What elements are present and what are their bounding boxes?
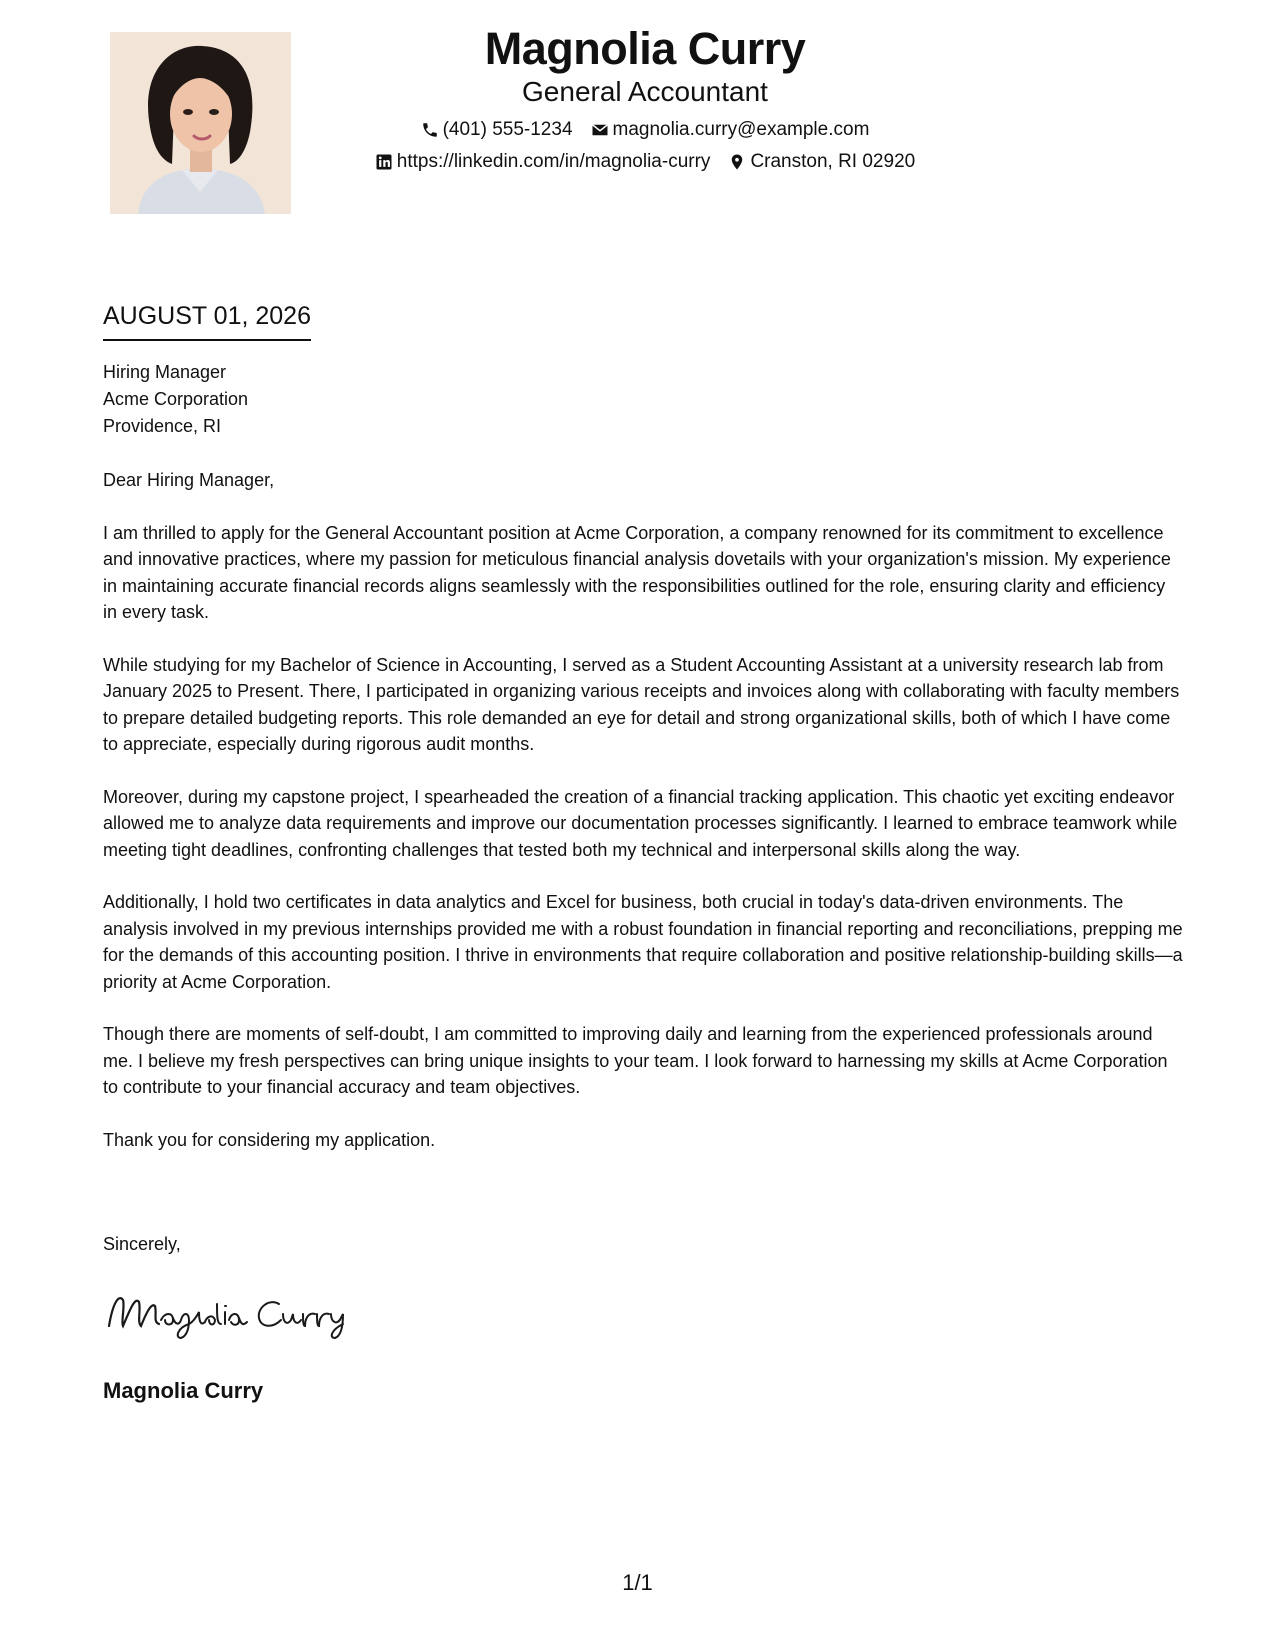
recipient-line: Hiring Manager xyxy=(103,362,227,382)
portrait-illustration xyxy=(110,32,291,214)
body-paragraph: Thank you for considering my application. xyxy=(103,1129,436,1150)
contact-phone xyxy=(421,118,573,142)
envelope-icon xyxy=(591,121,609,139)
body-paragraph: I am thrilled to apply for the General Accountant position at Acme Corporation, a company renowned for its commitment to excellence and innovative practices, where my passion for meticulous financial analysis dovetails with your organization's mission. My experience in maintaining accurate financial records aligns seamlessly with the responsibilities outlined for the role, ensuring clarity and efficiency in every task. xyxy=(103,522,1171,622)
letter-body xyxy=(103,467,1183,1179)
linkedin-icon xyxy=(375,153,393,171)
candidate-name: Magnolia Curry xyxy=(484,23,806,74)
body-paragraph: While studying for my Bachelor of Science in Accounting, I served as a Student Accounting Assistant at a university research lab from January 2025 to Present. There, I participated in organizing various receipts and invoices along with collaborating with faculty members to prepare detailed budgeting reports. This role demanded an eye for detail and strong organizational skills, both of which I have come to appreciate, especially during rigorous audit months. xyxy=(103,654,1180,754)
contact-email[interactable] xyxy=(591,118,870,142)
closing: Sincerely, xyxy=(103,1234,181,1254)
page-number: 1/1 xyxy=(622,1570,653,1595)
recipient-block xyxy=(103,359,248,440)
phone-icon xyxy=(421,121,439,139)
body-paragraph: Additionally, I hold two certificates in data analytics and Excel for business, both crucial in today's data-driven environments. The analysis involved in my previous internships provided me with a robust foundation in financial reporting and reconciliations, prepping me for the demands of this accounting position. I thrive in environments that require collaboration and positive relationship-building skills—a priority at Acme Corporation. xyxy=(103,892,1183,992)
handwritten-signature xyxy=(103,1282,373,1342)
body-paragraph: Moreover, during my capstone project, I spearheaded the creation of a financial tracking application. This chaotic yet exciting endeavor allowed me to analyze data requirements and improve our documentation processes significantly. I learned to embrace teamwork while meeting tight deadlines, confronting challenges that tested both my technical and interpersonal skills along the way. xyxy=(103,786,1178,860)
phone-number: (401) 555-1234 xyxy=(442,119,573,140)
linkedin-url[interactable]: https://linkedin.com/in/magnolia-curry xyxy=(396,151,711,172)
contact-row-secondary xyxy=(290,150,1000,174)
location-text: Cranston, RI 02920 xyxy=(750,151,916,172)
contact-location xyxy=(728,150,915,174)
email-address[interactable]: magnolia.curry@example.com xyxy=(612,119,870,140)
recipient-line: Acme Corporation xyxy=(103,389,249,409)
profile-photo xyxy=(110,32,291,214)
body-paragraph: Though there are moments of self-doubt, I am committed to improving daily and learning from the experienced professionals around me. I believe my fresh perspectives can bring unique insights to your team. I look forward to harnessing my skills at Acme Corporation to contribute to your financial accuracy and team objectives. xyxy=(103,1024,1168,1097)
contact-row-primary xyxy=(290,118,1000,142)
map-pin-icon xyxy=(728,153,746,171)
salutation: Dear Hiring Manager, xyxy=(103,470,275,490)
signature-drawing xyxy=(103,1282,373,1342)
resume-header xyxy=(290,22,1000,174)
contact-linkedin[interactable] xyxy=(375,150,711,174)
recipient-line: Providence, RI xyxy=(103,416,222,436)
letter-date: AUGUST 01, 2026 xyxy=(103,301,311,341)
signed-name: Magnolia Curry xyxy=(103,1378,264,1403)
candidate-title: General Accountant xyxy=(522,76,768,107)
